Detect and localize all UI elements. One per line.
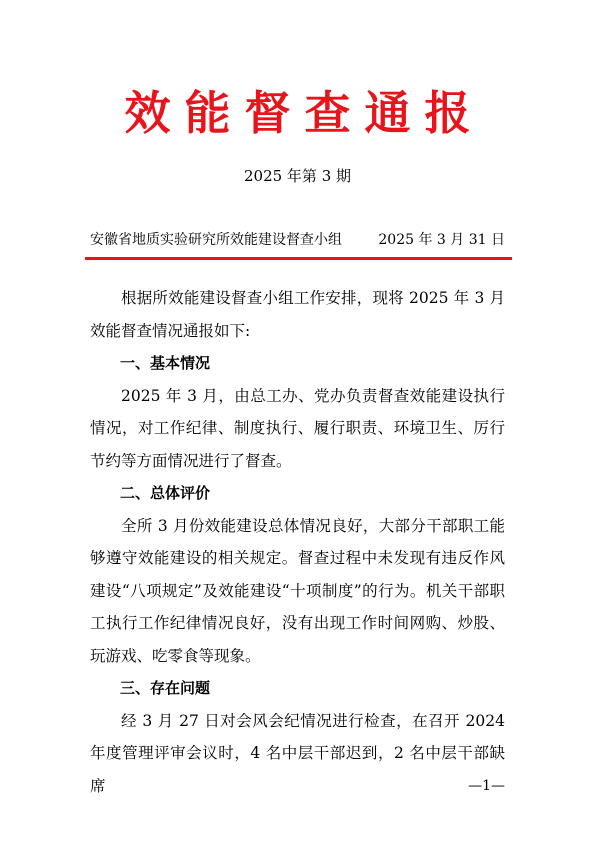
section-heading-basic-situation: 一、基本情况 bbox=[120, 354, 211, 372]
section-paragraph-overall-evaluation: 全所 3 月份效能建设总体情况良好，大部分干部职工能够遵守效能建设的相关规定。督查过程中未发现有违反作风建设“八项规定”及效能建设“十项制度”的行为。机关干部职工执行工作纪律情况良好，没有出现工作时间网购、炒股、玩游戏、吃零食等现象。 bbox=[90, 516, 505, 665]
issuer-name: 安徽省地质实验研究所效能建设督查小组 bbox=[90, 232, 342, 248]
section-paragraph-existing-problems: 经 3 月 27 日对会风会纪情况进行检查，在召开 2024 年度管理评审会议时，4 名中层干部迟到，2 名中层干部缺席 bbox=[90, 711, 505, 795]
issuer-line bbox=[90, 230, 505, 250]
intro-paragraph: 根据所效能建设督查小组工作安排，现将 2025 年 3 月效能督查情况通报如下: bbox=[90, 289, 505, 340]
document-title: 效能督查通报 bbox=[124, 86, 485, 140]
document-body bbox=[90, 282, 505, 802]
red-divider-rule bbox=[85, 257, 512, 260]
issue-number: 2025 年第 3 期 bbox=[243, 167, 352, 185]
section-heading-overall-evaluation: 二、总体评价 bbox=[120, 484, 211, 502]
issue-date: 2025 年 3 月 31 日 bbox=[378, 232, 505, 248]
section-paragraph-basic-situation: 2025 年 3 月，由总工办、党办负责督查效能建设执行情况，对工作纪律、制度执行、履行职责、环境卫生、厉行节约等方面情况进行了督查。 bbox=[90, 386, 505, 470]
section-heading-existing-problems: 三、存在问题 bbox=[120, 679, 211, 697]
page-number: —1— bbox=[468, 778, 505, 794]
